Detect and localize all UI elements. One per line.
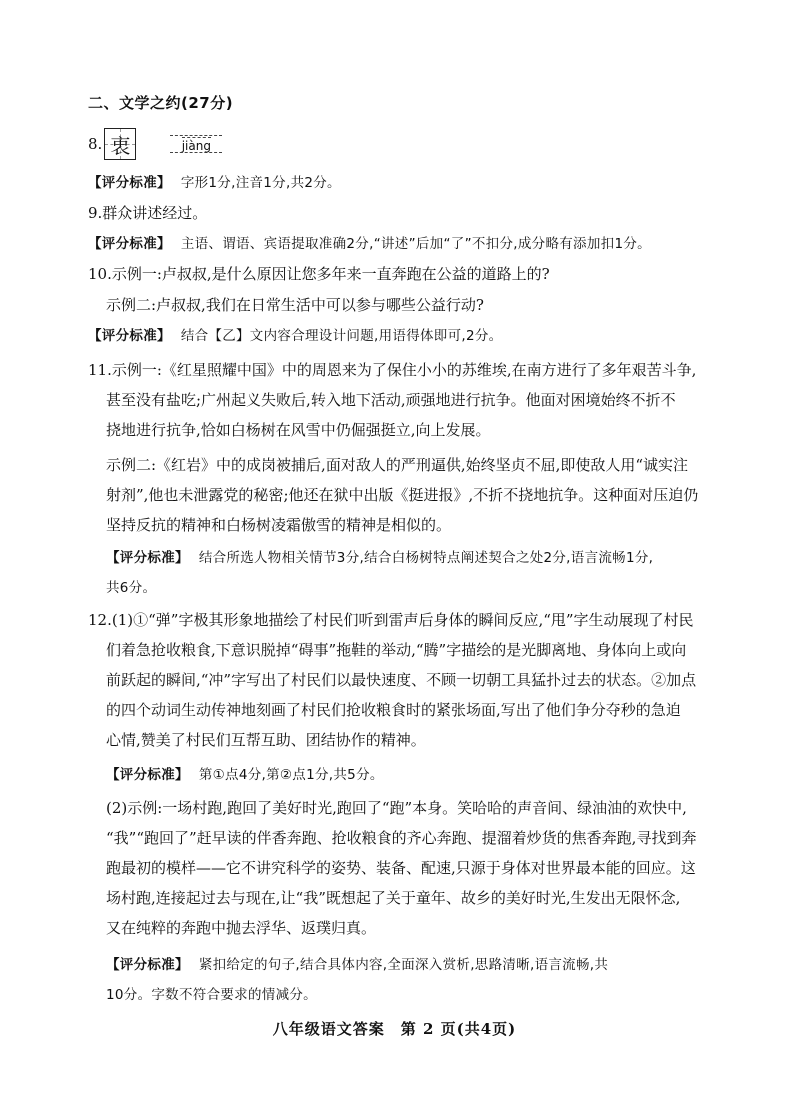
q11-criteria — [88, 543, 718, 603]
q8-criteria — [88, 168, 718, 198]
criteria-tag: 【评分标准】 — [88, 175, 171, 191]
text-line: 11.示例一:《红星照耀中国》中的周恩来为了保住小小的苏维埃,在南方进行了多年艰苦斗争, — [88, 361, 697, 379]
text-line: “我”“跑回了”赶早读的伴香奔跑、抢收粮食的齐心奔跑、提溜着炒货的焦香奔跑,寻找到奔 — [106, 829, 697, 847]
criteria-text-cont: 10分。字数不符合要求的情减分。 — [106, 987, 317, 1003]
q12-1-criteria — [88, 760, 718, 790]
answer-character: 衷 — [110, 133, 131, 158]
text-line: 挠地进行抗争,恰如白杨树在风雪中仍倔强挺立,向上发展。 — [106, 421, 491, 439]
question-9-answer: 9.群众讲述经过。 — [88, 204, 208, 222]
text-line: 射剂”,他也未泄露党的秘密;他还在狱中出版《挺进报》,不折不挠地抗争。这种面对压迫仍 — [106, 486, 699, 504]
question-12-part-2 — [88, 793, 736, 943]
criteria-text: 第①点4分,第②点1分,共5分。 — [198, 767, 384, 783]
q10-criteria — [88, 321, 718, 351]
criteria-tag: 【评分标准】 — [88, 236, 171, 252]
pinyin-lines — [170, 133, 222, 155]
question-11-example-2 — [88, 450, 736, 540]
text-line: 又在纯粹的奔跑中抛去浮华、返璞归真。 — [106, 919, 377, 937]
text-line: 示例二:《红岩》中的成岗被捕后,面对敌人的严刑逼供,始终坚贞不屈,即使敌人用“诚实注 — [106, 456, 689, 474]
criteria-tag: 【评分标准】 — [106, 550, 189, 566]
criteria-tag: 【评分标准】 — [106, 767, 189, 783]
text-line: (2)示例:一场村跑,跑回了美好时光,跑回了“跑”本身。笑哈哈的声音间、绿油油的欢快中, — [106, 799, 687, 817]
question-12-part-1 — [88, 605, 718, 755]
text-line: 12.(1)①“弹”字极其形象地描绘了村民们听到雷声后身体的瞬间反应,“甩”字生动展现了村民 — [88, 611, 694, 629]
criteria-text: 主语、谓语、宾语提取准确2分,“讲述”后加“了”不扣分,成分略有添加扣1分。 — [180, 236, 651, 252]
criteria-text: 字形1分,注音1分,共2分。 — [180, 175, 341, 191]
text-line: 坚持反抗的精神和白杨树凌霜傲雪的精神是相似的。 — [106, 516, 452, 534]
character-grid-box — [104, 128, 136, 160]
text-line: 跑最初的模样——它不讲究科学的姿势、装备、配速,只源于身体对世界最本能的回应。这 — [106, 859, 696, 877]
answer-pinyin: jiàng — [181, 139, 211, 153]
question-8-number: 8. — [88, 135, 103, 153]
question-11-example-1 — [88, 355, 718, 445]
text-line: 的四个动词生动传神地刻画了村民们抢收粮食时的紧张场面,写出了他们争分夺秒的急迫 — [106, 701, 681, 719]
text-line: 们着急抢收粮食,下意识脱掉“碍事”拖鞋的举动,“腾”字描绘的是光脚离地、身体向上或向 — [106, 641, 687, 659]
question-10-example-1: 10.示例一:卢叔叔,是什么原因让您多年来一直奔跑在公益的道路上的? — [88, 265, 550, 283]
text-line: 甚至没有盐吃;广州起义失败后,转入地下活动,顽强地进行抗争。他面对困境始终不折不 — [106, 391, 676, 409]
criteria-tag: 【评分标准】 — [88, 328, 171, 344]
text-line: 前跃起的瞬间,“冲”字写出了村民们以最快速度、不顾一切朝工具猛扑过去的状态。②加点 — [106, 671, 697, 689]
question-8 — [88, 128, 222, 160]
criteria-text: 结合所选人物相关情节3分,结合白杨树特点阐述契合之处2分,语言流畅1分, — [198, 550, 654, 566]
criteria-text: 结合【乙】文内容合理设计问题,用语得体即可,2分。 — [180, 328, 503, 344]
criteria-tag: 【评分标准】 — [106, 957, 189, 973]
question-10-example-2: 示例二:卢叔叔,我们在日常生活中可以参与哪些公益行动? — [106, 296, 484, 314]
section-title: 二、文学之约(27分) — [88, 94, 234, 112]
text-line: 心情,赞美了村民们互帮互助、团结协作的精神。 — [106, 731, 426, 749]
page-footer: 八年级语文答案 第 2 页(共4页) — [272, 1020, 517, 1038]
text-line: 场村跑,连接起过去与现在,让“我”既想起了关于童年、故乡的美好时光,生发出无限怀念, — [106, 889, 681, 907]
criteria-text: 紧扣给定的句子,结合具体内容,全面深入赏析,思路清晰,语言流畅,共 — [198, 957, 609, 973]
q9-criteria — [88, 229, 718, 259]
q12-2-criteria — [88, 950, 718, 1010]
criteria-text-cont: 共6分。 — [106, 580, 157, 596]
